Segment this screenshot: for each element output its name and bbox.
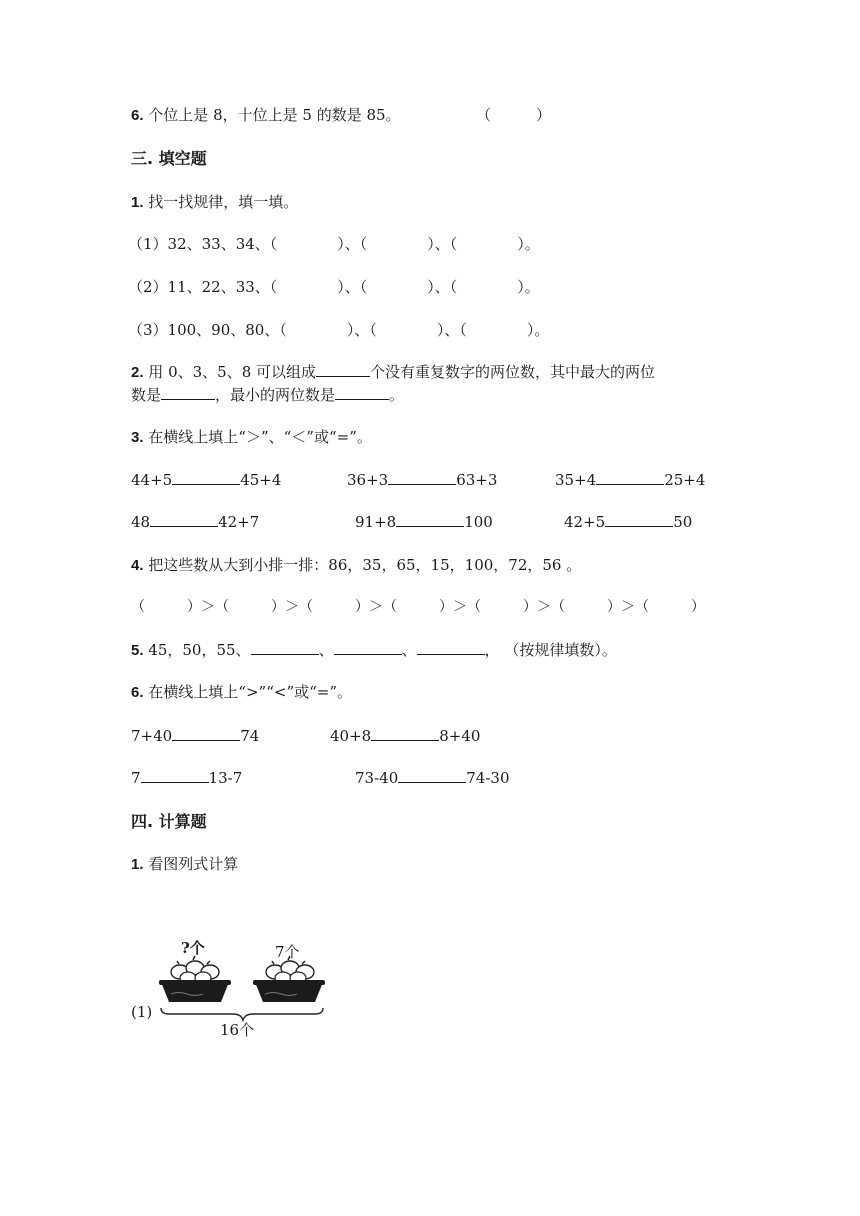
question-text: 找一找规律，填一填。	[148, 193, 299, 211]
answer-blank[interactable]	[172, 726, 240, 741]
answer-blank[interactable]	[335, 385, 389, 400]
question-number: 1.	[131, 194, 144, 211]
total-count-label: 16个	[220, 1021, 255, 1039]
question-text: 用 0、3、5、8 可以组成	[148, 363, 317, 381]
question-text: 个位上是 8，十位上是 5 的数是 85。	[148, 106, 401, 124]
question-number: 2.	[131, 364, 144, 381]
question-text: 45，50，55、	[148, 641, 251, 659]
question-number: 3.	[131, 429, 144, 446]
compare-item	[131, 512, 259, 532]
separator: 、	[318, 641, 334, 659]
question-text: 数是	[131, 386, 162, 404]
answer-blank[interactable]	[251, 640, 319, 655]
separator: ，	[484, 641, 500, 659]
expr-left: 73-40	[355, 769, 399, 787]
expr-right: 74-30	[466, 769, 510, 787]
expr-left: 7	[131, 769, 141, 787]
compare-item	[330, 726, 480, 746]
ordering-row[interactable]: （ ）＞（ ）＞（ ）＞（ ）＞（ ）＞（ ）＞（ ）	[131, 599, 705, 615]
expr-left: 44+5	[131, 471, 173, 489]
answer-blank[interactable]	[161, 385, 215, 400]
expr-right: 8+40	[439, 727, 481, 745]
expr-left: 91+8	[355, 513, 397, 531]
expr-right: 100	[464, 513, 493, 531]
answer-blank[interactable]	[371, 726, 439, 741]
question-text: 。	[389, 386, 405, 404]
expr-right: 25+4	[664, 471, 706, 489]
answer-blank[interactable]	[141, 768, 209, 783]
fill-question-6	[131, 682, 352, 703]
expr-right: 74	[240, 727, 260, 745]
fill-question-4	[131, 555, 581, 576]
section-title-fill-blank: 三. 填空题	[131, 149, 207, 168]
question-number: 1.	[131, 856, 144, 873]
answer-blank[interactable]	[417, 640, 485, 655]
answer-blank[interactable]	[172, 470, 240, 485]
question-number: 6.	[131, 107, 144, 124]
answer-blank[interactable]	[334, 640, 402, 655]
basket-illustration	[155, 950, 375, 1040]
answer-blank[interactable]	[605, 512, 673, 527]
question-number: 6.	[131, 684, 144, 701]
answer-blank[interactable]	[150, 512, 218, 527]
compare-item	[131, 768, 242, 788]
fill-question-5	[131, 640, 617, 661]
judge-question-6	[131, 105, 401, 126]
question-text: 把这些数从大到小排一排：86，35，65，15，100，72，56 。	[148, 556, 582, 574]
expr-left: 35+4	[555, 471, 597, 489]
expr-right: 45+4	[240, 471, 282, 489]
question-number: 5.	[131, 642, 144, 659]
pattern-row-2[interactable]: （2）11、22、33、（ ）、（ ）、（ ）。	[128, 278, 540, 296]
known-count-label: 7个	[275, 943, 300, 961]
compare-item	[355, 512, 493, 532]
answer-blank[interactable]	[596, 470, 664, 485]
total-brace-icon	[161, 1008, 323, 1020]
question-text: （按规律填数）。	[504, 641, 617, 659]
question-text: 在横线上填上“>”“<”或“=”。	[148, 683, 353, 701]
answer-blank[interactable]	[398, 768, 466, 783]
fill-question-2-line-2	[131, 385, 404, 405]
expr-left: 36+3	[347, 471, 389, 489]
question-text: 个没有重复数字的两位数，其中最大的两位	[370, 363, 656, 381]
answer-blank[interactable]	[396, 512, 464, 527]
figure-label: (1)	[131, 1003, 153, 1021]
fill-question-3	[131, 427, 372, 448]
expr-left: 48	[131, 513, 151, 531]
expr-right: 42+7	[218, 513, 260, 531]
answer-paren[interactable]: （ ）	[476, 106, 552, 124]
pattern-row-3[interactable]: （3）100、90、80、（ ）、（ ）、（ ）。	[128, 321, 550, 339]
question-text: ，最小的两位数是	[215, 386, 336, 404]
compare-item	[564, 512, 692, 532]
pattern-row-1[interactable]: （1）32、33、34、（ ）、（ ）、（ ）。	[128, 235, 540, 253]
compare-item	[347, 470, 497, 490]
question-text: 在横线上填上“＞”、“＜”或“=”。	[148, 428, 372, 446]
compare-item	[555, 470, 705, 490]
calc-question-1	[131, 854, 238, 875]
compare-item	[355, 768, 510, 788]
expr-left: 40+8	[330, 727, 372, 745]
question-text: 看图列式计算	[148, 855, 239, 873]
right-basket-icon	[253, 956, 325, 1002]
compare-item	[131, 470, 281, 490]
answer-blank[interactable]	[388, 470, 456, 485]
expr-left: 7+40	[131, 727, 173, 745]
expr-right: 63+3	[456, 471, 498, 489]
expr-left: 42+5	[564, 513, 606, 531]
expr-right: 50	[673, 513, 693, 531]
expr-right: 13-7	[208, 769, 243, 787]
compare-item	[131, 726, 259, 746]
question-number: 4.	[131, 557, 144, 574]
separator: 、	[401, 641, 417, 659]
answer-blank[interactable]	[316, 362, 370, 377]
fill-question-1	[131, 192, 298, 213]
fill-question-2-line-1	[131, 362, 655, 383]
unknown-count-label: ?个	[181, 939, 205, 957]
section-title-calculation: 四. 计算题	[131, 812, 207, 831]
left-basket-icon	[159, 956, 231, 1002]
